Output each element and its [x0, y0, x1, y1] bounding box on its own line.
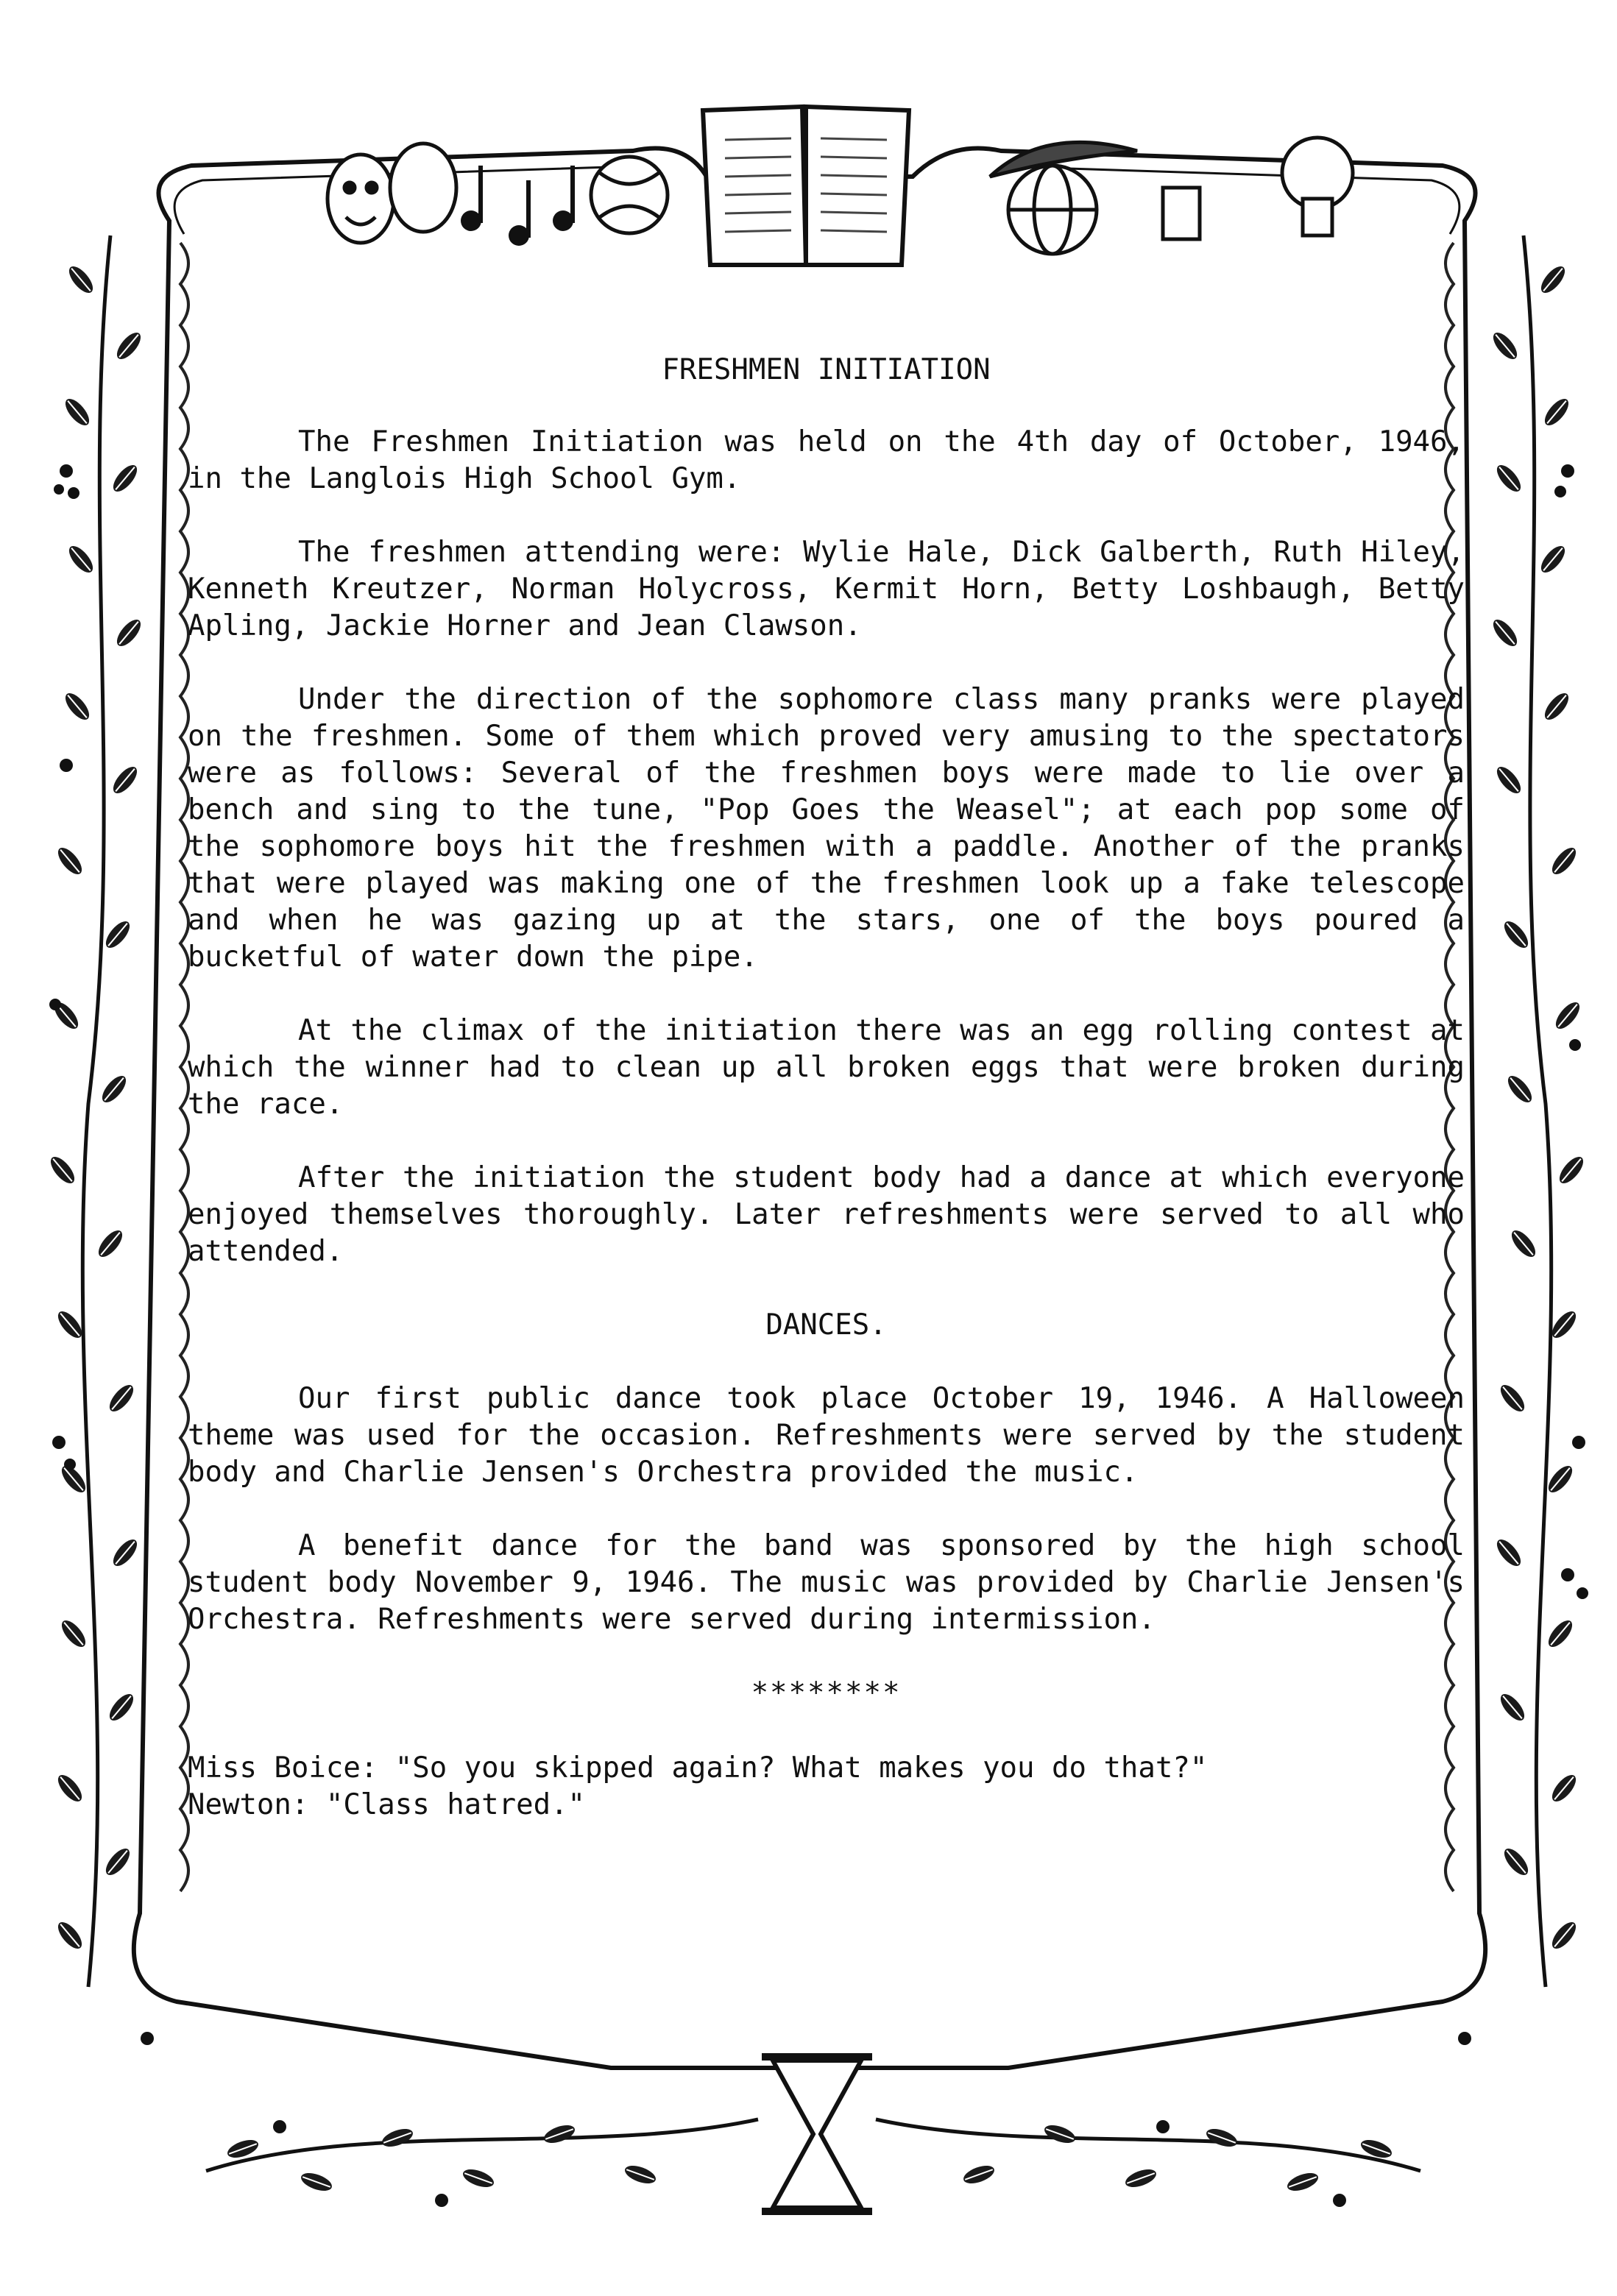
paragraph-benefit-dance: A benefit dance for the band was sponsored by the high school student body November 9, 1946. The music was provided by Charlie Jensen's Orchestra. Refreshments were served during intermission.	[188, 1529, 1465, 1636]
music-notes-illustration	[461, 166, 575, 246]
hourglass-illustration	[762, 2057, 872, 2211]
page-text	[188, 352, 1465, 1824]
ball-illustration	[591, 157, 668, 233]
dialogue-line-miss-boice: Miss Boice: "So you skipped again? What makes you do that?"	[188, 1751, 1208, 1785]
paragraph-freshmen-attending: The freshmen attending were: Wylie Hale, Dick Galberth, Ruth Hiley, Kenneth Kreutzer, Norman Holycross, Kermit Horn, Betty Loshbaugh, Betty Apling, Jackie Horner and Jean Clawson.	[188, 536, 1465, 642]
paragraph-pranks: Under the direction of the sophomore class many pranks were played on the freshmen. Some of them which proved very amusing to the spectators were as follows: Several of the freshmen boys were made to lie over a bench and sing to the tune, "Pop Goes the Weasel"; at each pop some of the sophomore boys hit the freshmen with a paddle. Another of the pranks that were played was making one of the freshmen look up a fake telescope and when he was gazing up at the stars, one of the boys poured a bucketful of water down the pipe.	[188, 683, 1465, 974]
paragraph-after-initiation: After the initiation the student body had a dance at which everyone enjoyed themselves thoroughly. Later refreshments were served to all who attended.	[188, 1161, 1465, 1268]
paragraph-halloween-dance: Our first public dance took place October 19, 1946. A Halloween theme was used for the occasion. Refreshments were served by the student body and Charlie Jensen's Orchestra provided the music.	[188, 1382, 1465, 1489]
heading-dances: DANCES.	[765, 1308, 887, 1342]
heading-freshmen-initiation: FRESHMEN INITIATION	[662, 353, 991, 386]
globe-illustration	[990, 142, 1137, 254]
book-illustration	[703, 107, 909, 265]
dialogue-line-newton: Newton: "Class hatred."	[188, 1788, 586, 1821]
joke-dialogue	[188, 1750, 1465, 1824]
paragraph-egg-rolling: At the climax of the initiation there was an egg rolling contest at which the winner had to clean up all broken eggs that were broken during the race.	[188, 1014, 1465, 1121]
paragraph-initiation-date: The Freshmen Initiation was held on the 4th day of October, 1946, in the Langlois High School Gym.	[188, 425, 1465, 495]
section-separator: ********	[751, 1676, 902, 1709]
lab-flask-illustration	[1163, 138, 1353, 239]
